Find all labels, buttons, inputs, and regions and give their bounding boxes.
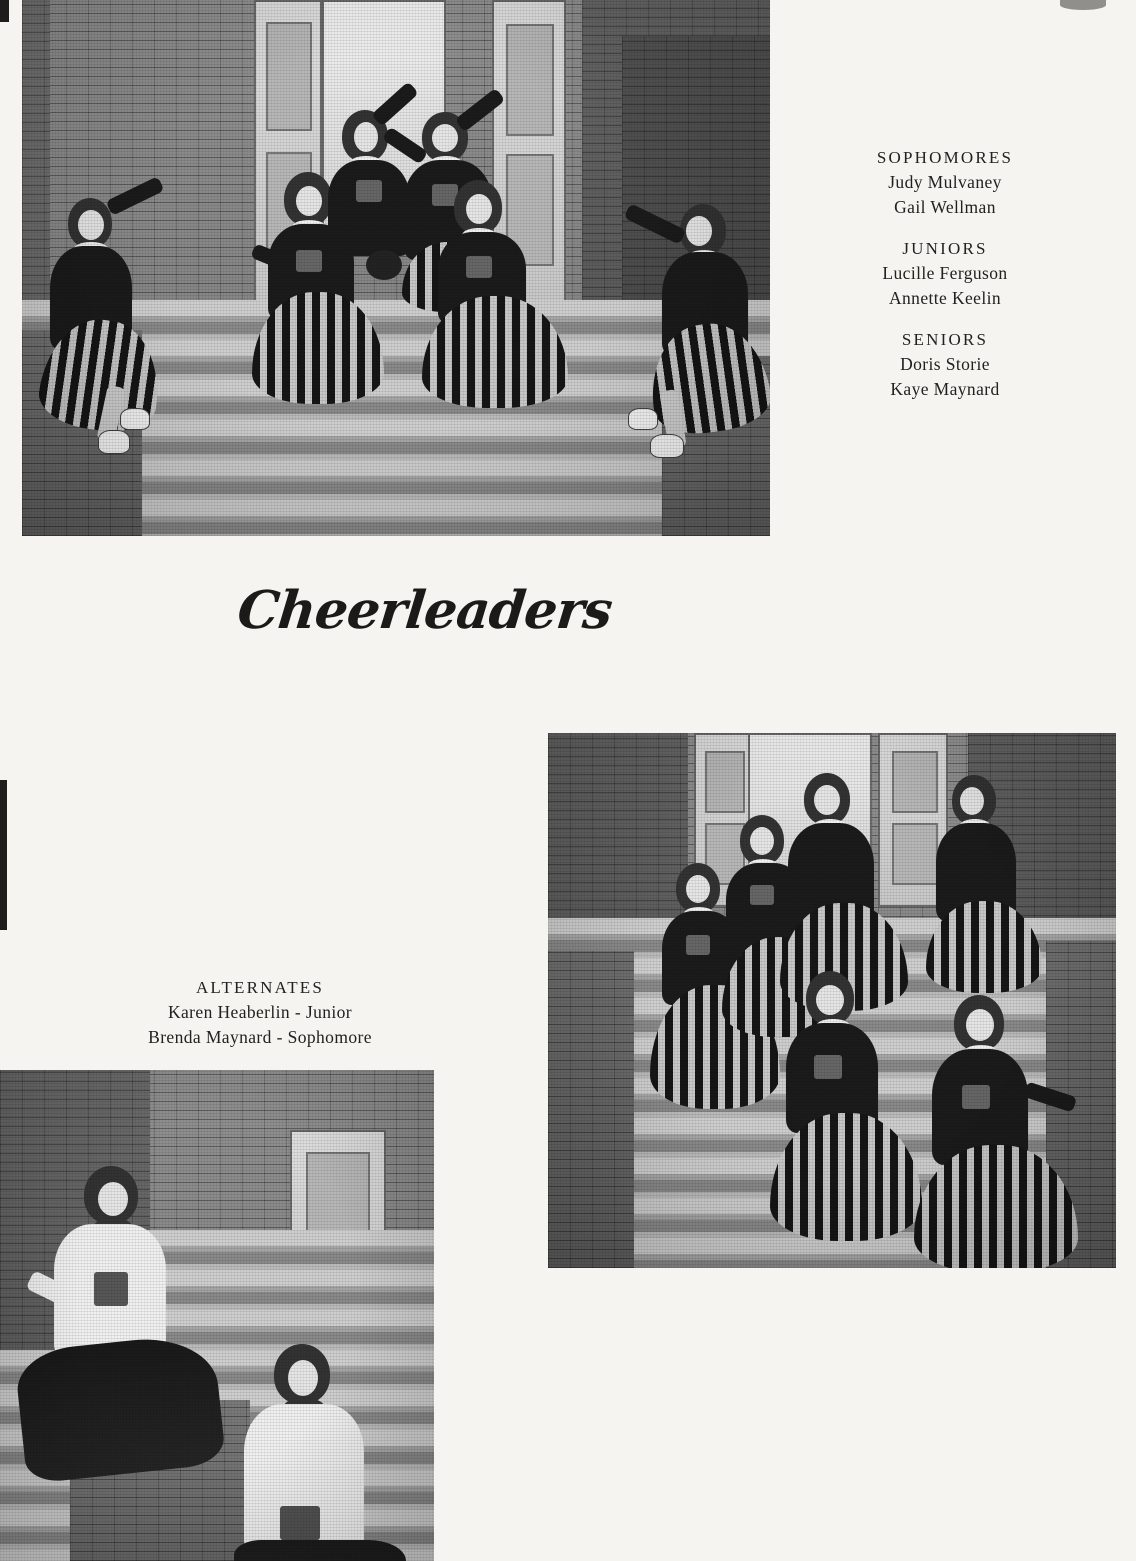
scan-edge-bar	[0, 0, 9, 22]
cheerleader-figure	[42, 190, 192, 470]
roster-name: Lucille Ferguson	[882, 262, 1008, 283]
roster-name: Annette Keelin	[888, 288, 1002, 309]
roster-heading-sophomores: SOPHOMORES	[876, 148, 1014, 167]
alternate-name: Brenda Maynard - Sophomore	[148, 1027, 372, 1048]
photo-middle-squad	[548, 733, 1116, 1268]
cheerleader-figure	[420, 180, 600, 400]
step-side-wall-left	[548, 951, 634, 1268]
alternate-figure	[218, 1344, 434, 1561]
photo-alternates	[0, 1070, 434, 1561]
roster-name: Doris Storie	[900, 353, 990, 374]
roster-heading-juniors: JUNIORS	[902, 238, 988, 258]
roster-name: Gail Wellman	[894, 197, 996, 218]
alternates-caption	[60, 978, 460, 1051]
scan-edge-mark-right	[1060, 0, 1106, 10]
roster-name: Judy Mulvaney	[888, 172, 1002, 192]
scan-edge-bar-lower	[0, 780, 7, 930]
cheerleader-figure	[602, 190, 770, 470]
roster-name: Kaye Maynard	[890, 378, 1000, 399]
photo-top-squad	[22, 0, 770, 536]
alternates-heading: ALTERNATES	[195, 978, 325, 997]
roster-heading-seniors: SENIORS	[901, 329, 989, 349]
roster-caption	[780, 148, 1110, 402]
alternate-figure	[20, 1166, 250, 1546]
cheerleader-figure	[914, 995, 1114, 1268]
page-title: Cheerleaders	[234, 580, 615, 641]
alternate-name: Karen Heaberlin - Junior	[167, 1002, 353, 1022]
